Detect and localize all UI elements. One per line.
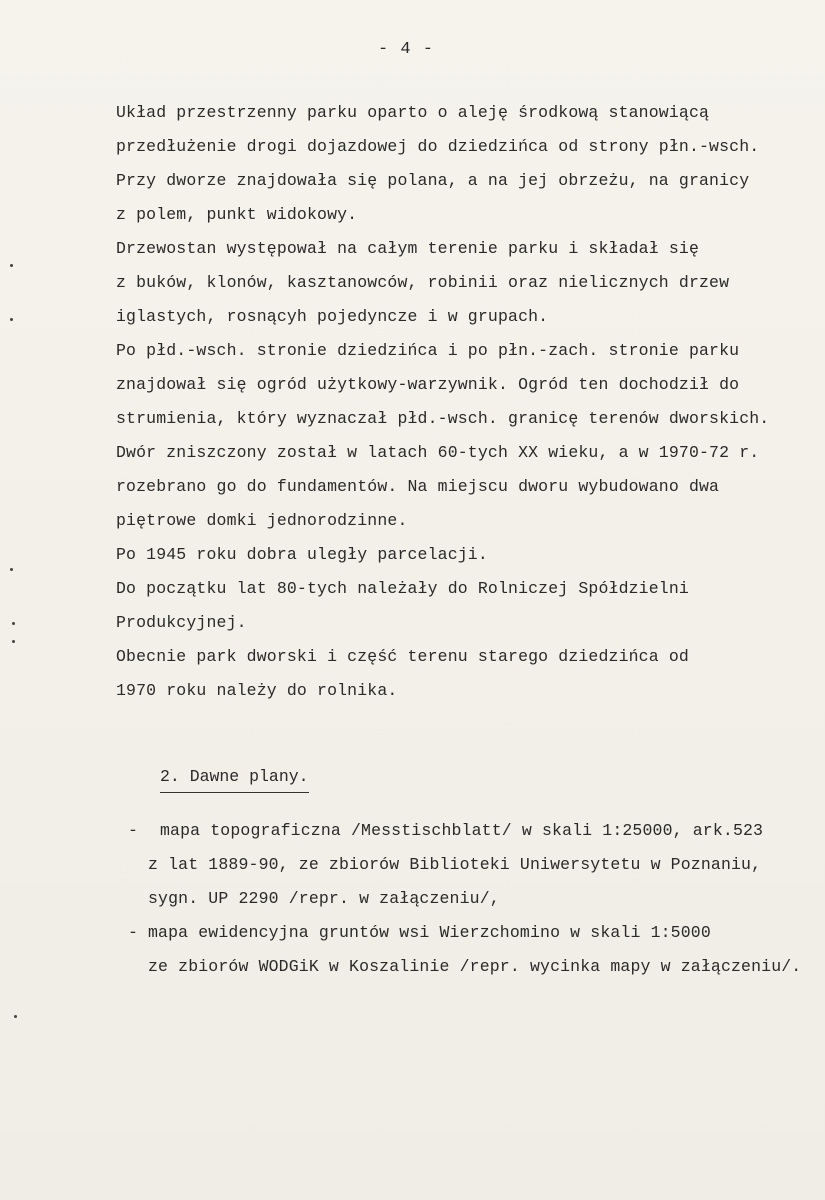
scan-speck (12, 622, 15, 625)
scan-speck (10, 568, 13, 571)
list-dash: - (128, 821, 138, 840)
text-line: iglastych, rosnącyh pojedyncze i w grupach. (116, 307, 549, 326)
text-line: Dwór zniszczony został w latach 60-tych XX wieku, a w 1970-72 r. (116, 443, 760, 462)
text-line: Układ przestrzenny parku oparto o aleję środkową stanowiącą (116, 103, 710, 122)
list-item-line: mapa ewidencyjna gruntów wsi Wierzchomino w skali 1:5000 (148, 923, 711, 942)
scan-speck (14, 1015, 17, 1018)
text-line: znajdował się ogród użytkowy-warzywnik. Ogród ten dochodził do (116, 375, 740, 394)
scan-speck (12, 640, 15, 643)
text-line: Drzewostan występował na całym terenie parku i składał się (116, 239, 699, 258)
list-item-line: ze zbiorów WODGiK w Koszalinie /repr. wycinka mapy w załączeniu/. (148, 957, 802, 976)
text-line: Przy dworze znajdowała się polana, a na jej obrzeżu, na granicy (116, 171, 750, 190)
text-line: przedłużenie drogi dojazdowej do dziedzińca od strony płn.-wsch. (116, 137, 760, 156)
text-line: Obecnie park dworski i część terenu starego dziedzińca od (116, 647, 689, 666)
text-line: 1970 roku należy do rolnika. (116, 681, 398, 700)
text-line: Do początku lat 80-tych należały do Rolniczej Spółdzielni (116, 579, 689, 598)
list-item-line: sygn. UP 2290 /repr. w załączeniu/, (148, 889, 500, 908)
text-line: z polem, punkt widokowy. (116, 205, 358, 224)
list-item-line: mapa topograficzna /Messtischblatt/ w skali 1:25000, ark.523 (160, 821, 764, 840)
list-dash: - (128, 923, 138, 942)
text-line: rozebrano go do fundamentów. Na miejscu dworu wybudowano dwa (116, 477, 720, 496)
text-line: z buków, klonów, kasztanowców, robinii oraz nielicznych drzew (116, 273, 730, 292)
page-number: - 4 - (378, 40, 435, 59)
text-line: Produkcyjnej. (116, 613, 247, 632)
section-heading: 2. Dawne plany. (160, 767, 309, 793)
text-line: Po płd.-wsch. stronie dziedzińca i po płn.-zach. stronie parku (116, 341, 740, 360)
list-item-line: z lat 1889-90, ze zbiorów Biblioteki Uniwersytetu w Poznaniu, (148, 855, 762, 874)
scan-speck (10, 264, 13, 267)
text-line: strumienia, który wyznaczał płd.-wsch. granicę terenów dworskich. (116, 409, 770, 428)
scan-speck (10, 318, 13, 321)
text-line: Po 1945 roku dobra uległy parcelacji. (116, 545, 488, 564)
text-line: piętrowe domki jednorodzinne. (116, 511, 408, 530)
